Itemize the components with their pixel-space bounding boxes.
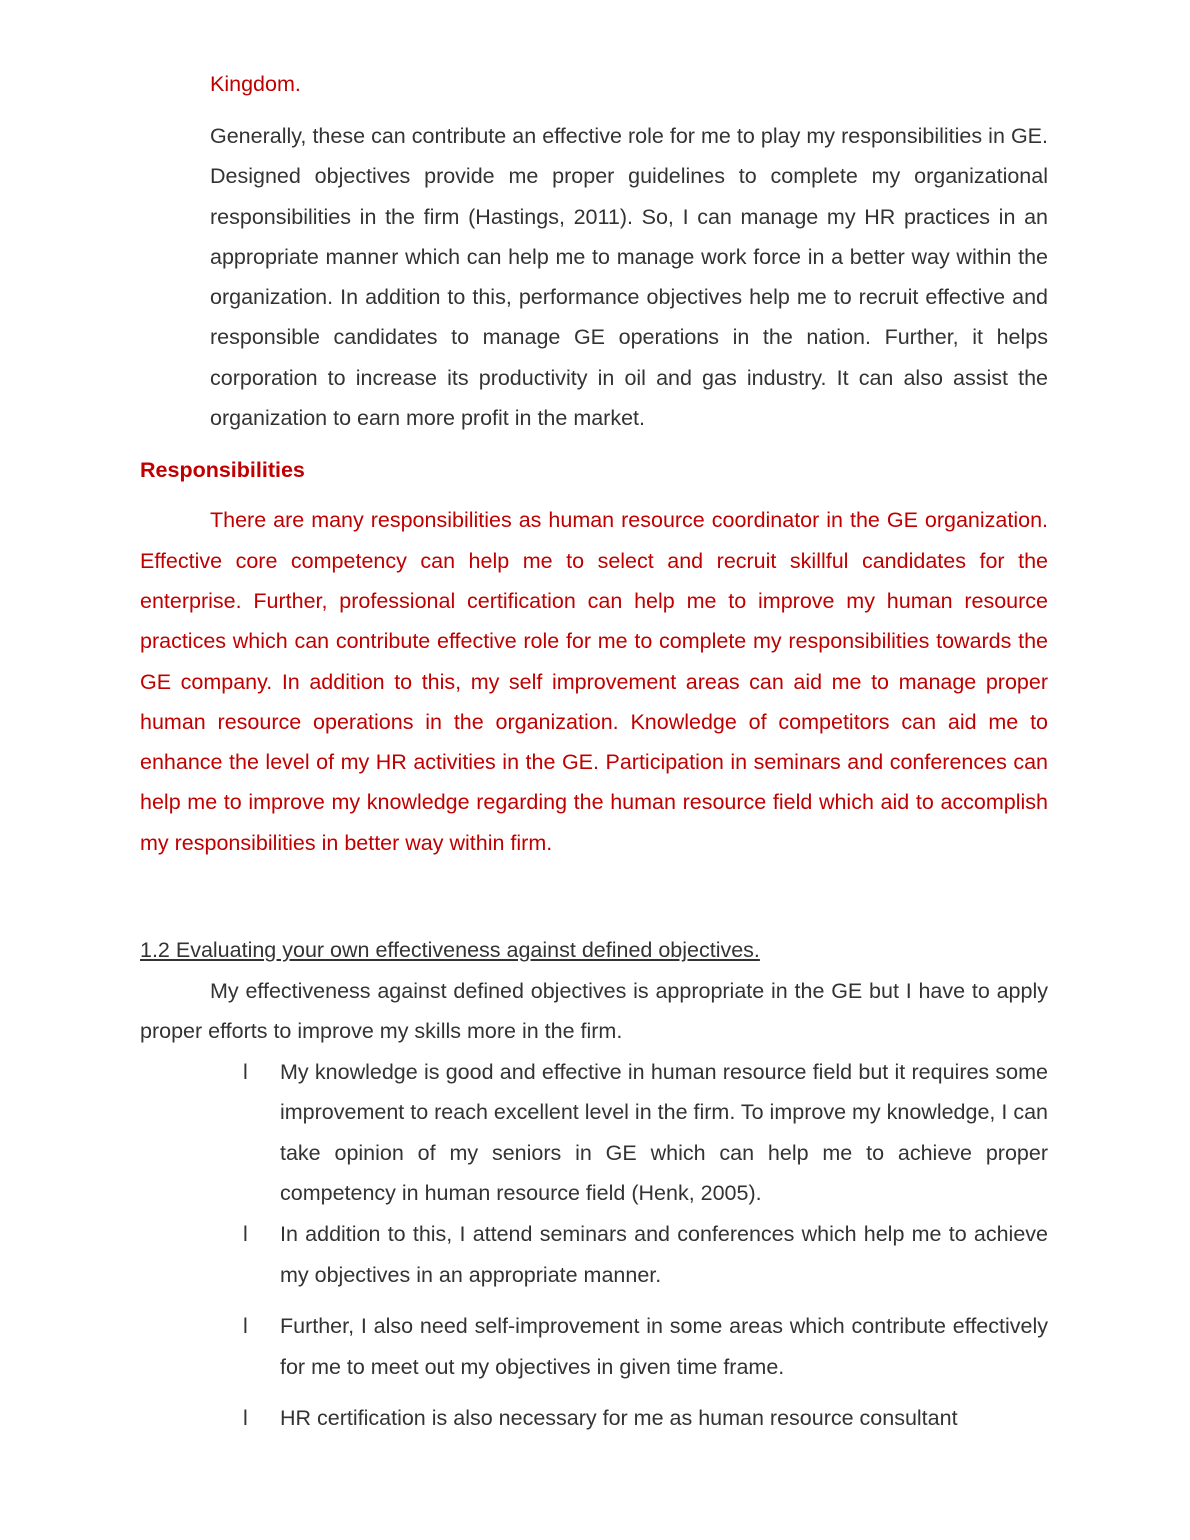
responsibilities-heading: Responsibilities xyxy=(140,458,305,483)
bullet-text: In addition to this, I attend seminars and conferences which help me to achieve my objectives in an appropriate manner. xyxy=(280,1222,1048,1287)
objectives-paragraph: Generally, these can contribute an effective role for me to play my responsibilities in GE. Designed objectives provide me proper guidelines to complete my organizational responsibilities in the firm (Hastings, 2011). So, I can manage my HR practices in an appropriate manner which can help me to manage work force in a better way within the organization. In addition to this, performance objectives help me to recruit effective and responsible candidates to manage GE operations in the nation. Further, it helps corporation to increase its productivity in oil and gas industry. It can also assist the organization to earn more profit in the market. xyxy=(210,124,1048,431)
bullet-text: Further, I also need self-improvement in some areas which contribute effectively for me to meet out my objectives in given time frame. xyxy=(280,1314,1048,1379)
bullet-text: My knowledge is good and effective in human resource field but it requires some improvement to reach excellent level in the firm. To improve my knowledge, I can take opinion of my seniors in GE which can help me to achieve proper competency in human resource field (Henk, 2005). xyxy=(280,1059,1048,1206)
bullet-marker: l xyxy=(243,1222,248,1247)
bullet-text: HR certification is also necessary for me as human resource consultant xyxy=(280,1406,958,1431)
responsibilities-paragraph: There are many responsibilities as human resource coordinator in the GE organization. Effective core competency can help me to select and recruit skillful candidates for the enterprise. Further, professional certification can help me to improve my human resource practices which can contribute effective role for me to complete my responsibilities towards the GE company. In addition to this, my self improvement areas can aid me to manage proper human resource operations in the organization. Knowledge of competitors can aid me to enhance the level of my HR activities in the GE. Participation in seminars and conferences can help me to improve my knowledge regarding the human resource field which aid to accomplish my responsibilities in better way within firm. xyxy=(140,508,1048,855)
bullet-marker: l xyxy=(243,1314,248,1339)
list-item xyxy=(140,1052,1048,1214)
list-item xyxy=(140,1214,1048,1295)
document-page xyxy=(140,66,1048,1439)
kingdom-line: Kingdom. xyxy=(210,72,301,96)
list-item xyxy=(140,1398,1048,1439)
bullet-marker: l xyxy=(243,1406,248,1431)
section-title: 1.2 Evaluating your own effectiveness against defined objectives. xyxy=(140,938,760,963)
evaluation-bullet-list xyxy=(140,1052,1048,1439)
bullet-marker: l xyxy=(243,1059,248,1084)
section-intro-paragraph: My effectiveness against defined objectives is appropriate in the GE but I have to apply proper efforts to improve my skills more in the firm. xyxy=(140,979,1048,1044)
list-item xyxy=(140,1306,1048,1387)
